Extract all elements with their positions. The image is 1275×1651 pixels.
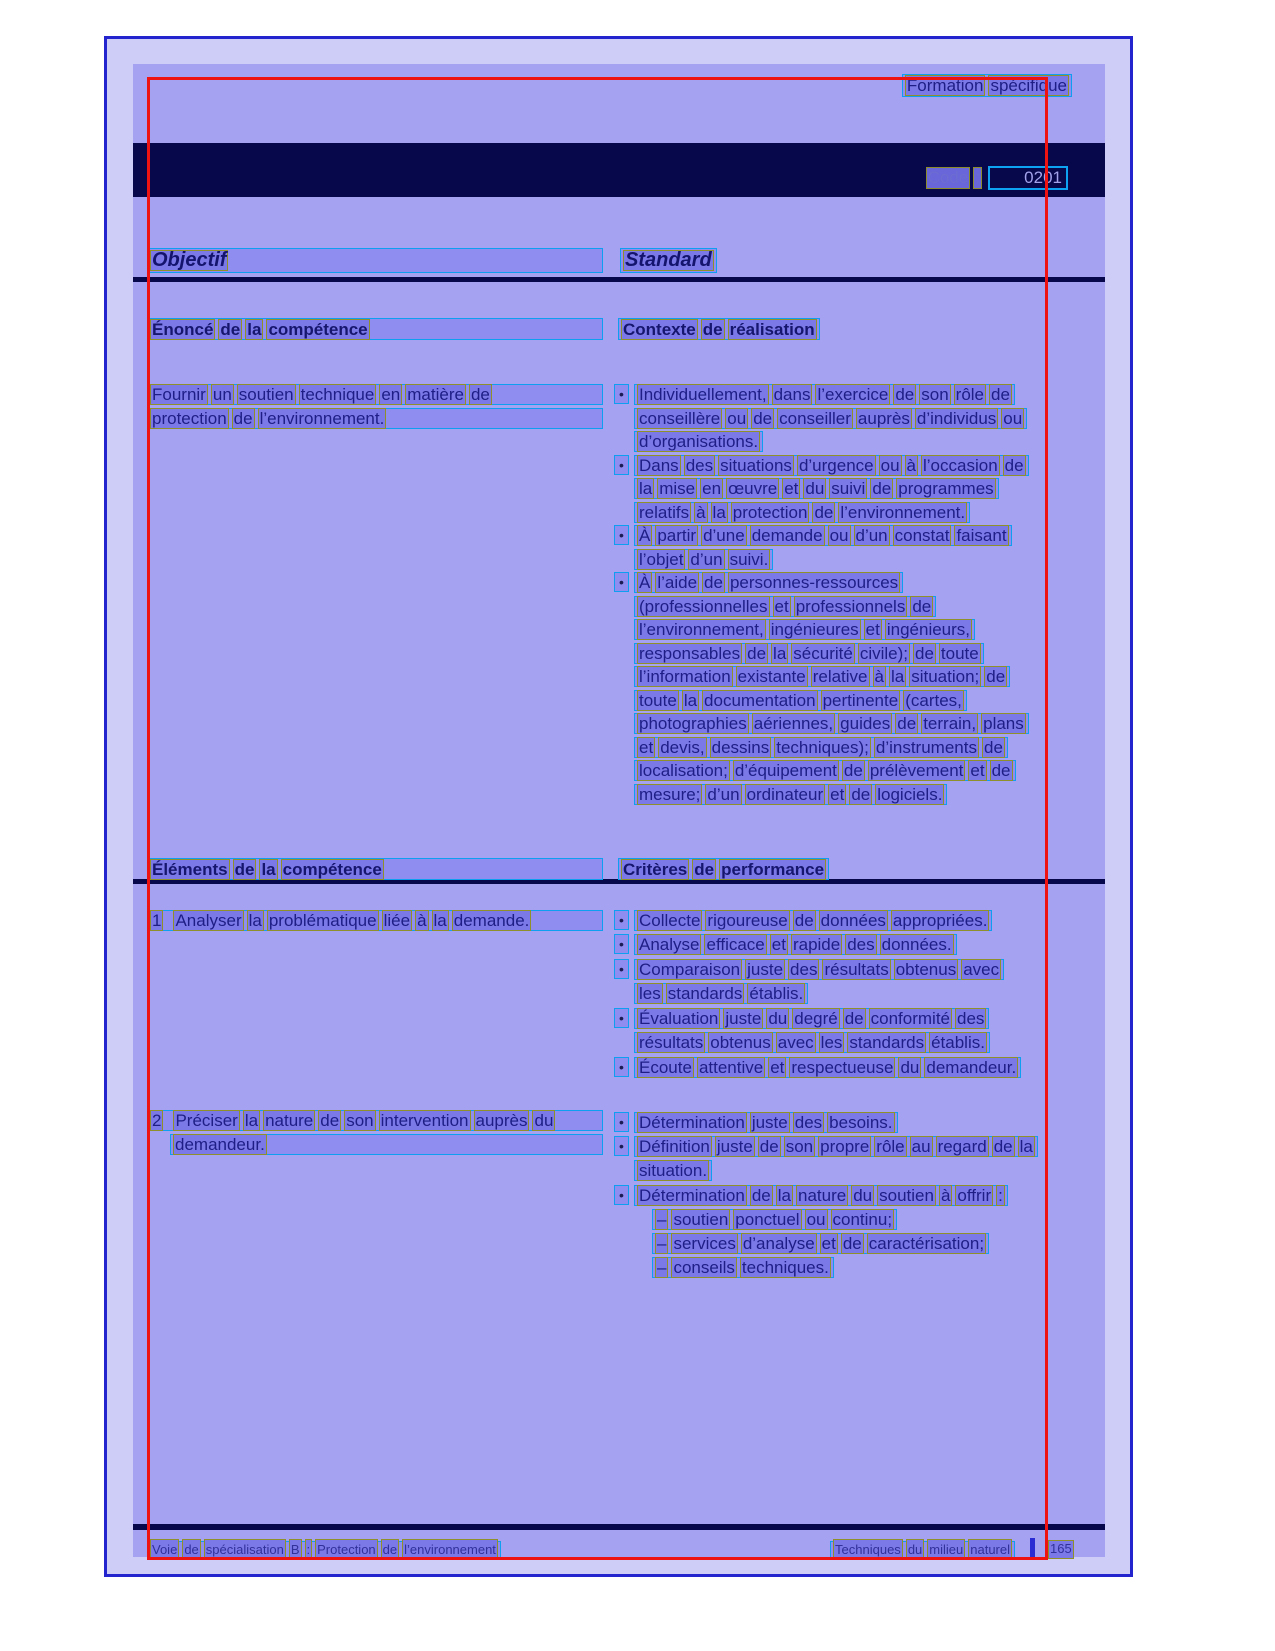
bullet-icon: • [614,384,629,404]
item-number: 1 [152,911,162,930]
criteria-line: Écoute attentive et respectueuse du demandeur. [634,1057,1021,1078]
criteria-line: Détermination juste des besoins. [634,1112,898,1133]
context-line: responsables de la sécurité civile); de toute [634,643,984,664]
context-line: l’objet d’un suivi. [634,549,773,570]
bullet-icon: • [614,1008,629,1028]
competence-statement-line: protection de l’environnement. [147,408,603,429]
context-line: la mise en œuvre et du suivi de programmes [634,478,999,499]
heading-enonce-competence: Énoncé de la compétence [147,318,603,340]
context-line: Dans des situations d’urgence ou à l’occasion de [634,455,1029,476]
bullet-icon: • [614,934,629,954]
context-line: À partir d’une demande ou d’un constat faisant [634,525,1012,546]
code-label: Code : [927,168,980,187]
content-panel [133,64,1105,1557]
bullet-icon: • [614,910,629,930]
page-separator-bar [1030,1538,1035,1557]
context-line: (professionnelles et professionnels de [634,596,936,617]
title-standard: Standard [620,248,717,273]
element-line [147,910,603,931]
context-line: photographies aériennes, guides de terrain, plans [634,713,1029,734]
criteria-line: Évaluation juste du degré de conformité des [634,1008,989,1029]
context-line: À l’aide de personnes-ressources [634,572,903,593]
bullet-icon: • [614,1136,629,1156]
bullet-icon: • [614,1057,629,1077]
criteria-line: Collecte rigoureuse de données appropriées. [634,910,992,931]
formation-tag: Formation spécifique [902,74,1072,97]
bullet-icon: • [614,959,629,979]
element-line: demandeur. [170,1134,603,1155]
criteria-subline: – soutien ponctuel ou continu; [652,1209,897,1230]
bullet-icon: • [614,1112,629,1132]
context-line: conseillère ou de conseiller auprès d’individus ou [634,408,1027,429]
element-text: Analyser la problématique liée à la demande. [175,911,530,930]
footer-left: Voie de spécialisation B : Protection de l’environnement [147,1541,501,1558]
context-line: l’information existante relative à la situation; de [634,666,1010,687]
criteria-line: Définition juste de son propre rôle au regard de la [634,1136,1038,1157]
page-number: 165 [1048,1540,1074,1559]
context-line: relatifs à la protection de l’environnement. [634,502,970,523]
element-text: Préciser la nature de son intervention auprès du [175,1111,554,1130]
code-value-box [988,166,1068,190]
heading-elements-competence: Éléments de la compétence [147,858,603,880]
bullet-icon: • [614,455,629,475]
element-line [147,1110,603,1131]
footer-right: Techniques du milieu naturel [830,1541,1015,1558]
criteria-line: Analyse efficace et rapide des données. [634,934,957,955]
footer-rule [133,1524,1105,1530]
context-line: Individuellement, dans l’exercice de son rôle de [634,384,1015,405]
criteria-subline: – services d’analyse et de caractérisation; [652,1233,989,1254]
criteria-subline: – conseils techniques. [652,1257,834,1278]
code-group [926,166,1068,190]
heading-criteres-performance: Critères de performance [618,858,829,880]
context-line: d’organisations. [634,431,763,452]
item-number: 2 [152,1111,162,1130]
criteria-line: les standards établis. [634,983,808,1004]
title-objectif: Objectif [147,248,603,273]
criteria-line: situation. [634,1160,712,1181]
bullet-icon: • [614,572,629,592]
competence-statement-line: Fournir un soutien technique en matière de [147,384,603,405]
criteria-line: Comparaison juste des résultats obtenus avec [634,959,1004,980]
context-line: localisation; d’équipement de prélèvement et de [634,760,1016,781]
bullet-icon: • [614,525,629,545]
context-line: mesure; d’un ordinateur et de logiciels. [634,784,947,805]
bullet-icon: • [614,1185,629,1205]
criteria-line: résultats obtenus avec les standards établis. [634,1032,990,1053]
context-line: toute la documentation pertinente (cartes, [634,690,967,711]
criteria-line: Détermination de la nature du soutien à offrir : [634,1185,1008,1206]
context-line: l’environnement, ingénieures et ingénieurs, [634,619,975,640]
context-line: et devis, dessins techniques); d’instruments de [634,737,1008,758]
code-value: 0201 [1024,168,1062,187]
section-rule [133,277,1105,282]
heading-contexte-realisation: Contexte de réalisation [618,318,820,340]
